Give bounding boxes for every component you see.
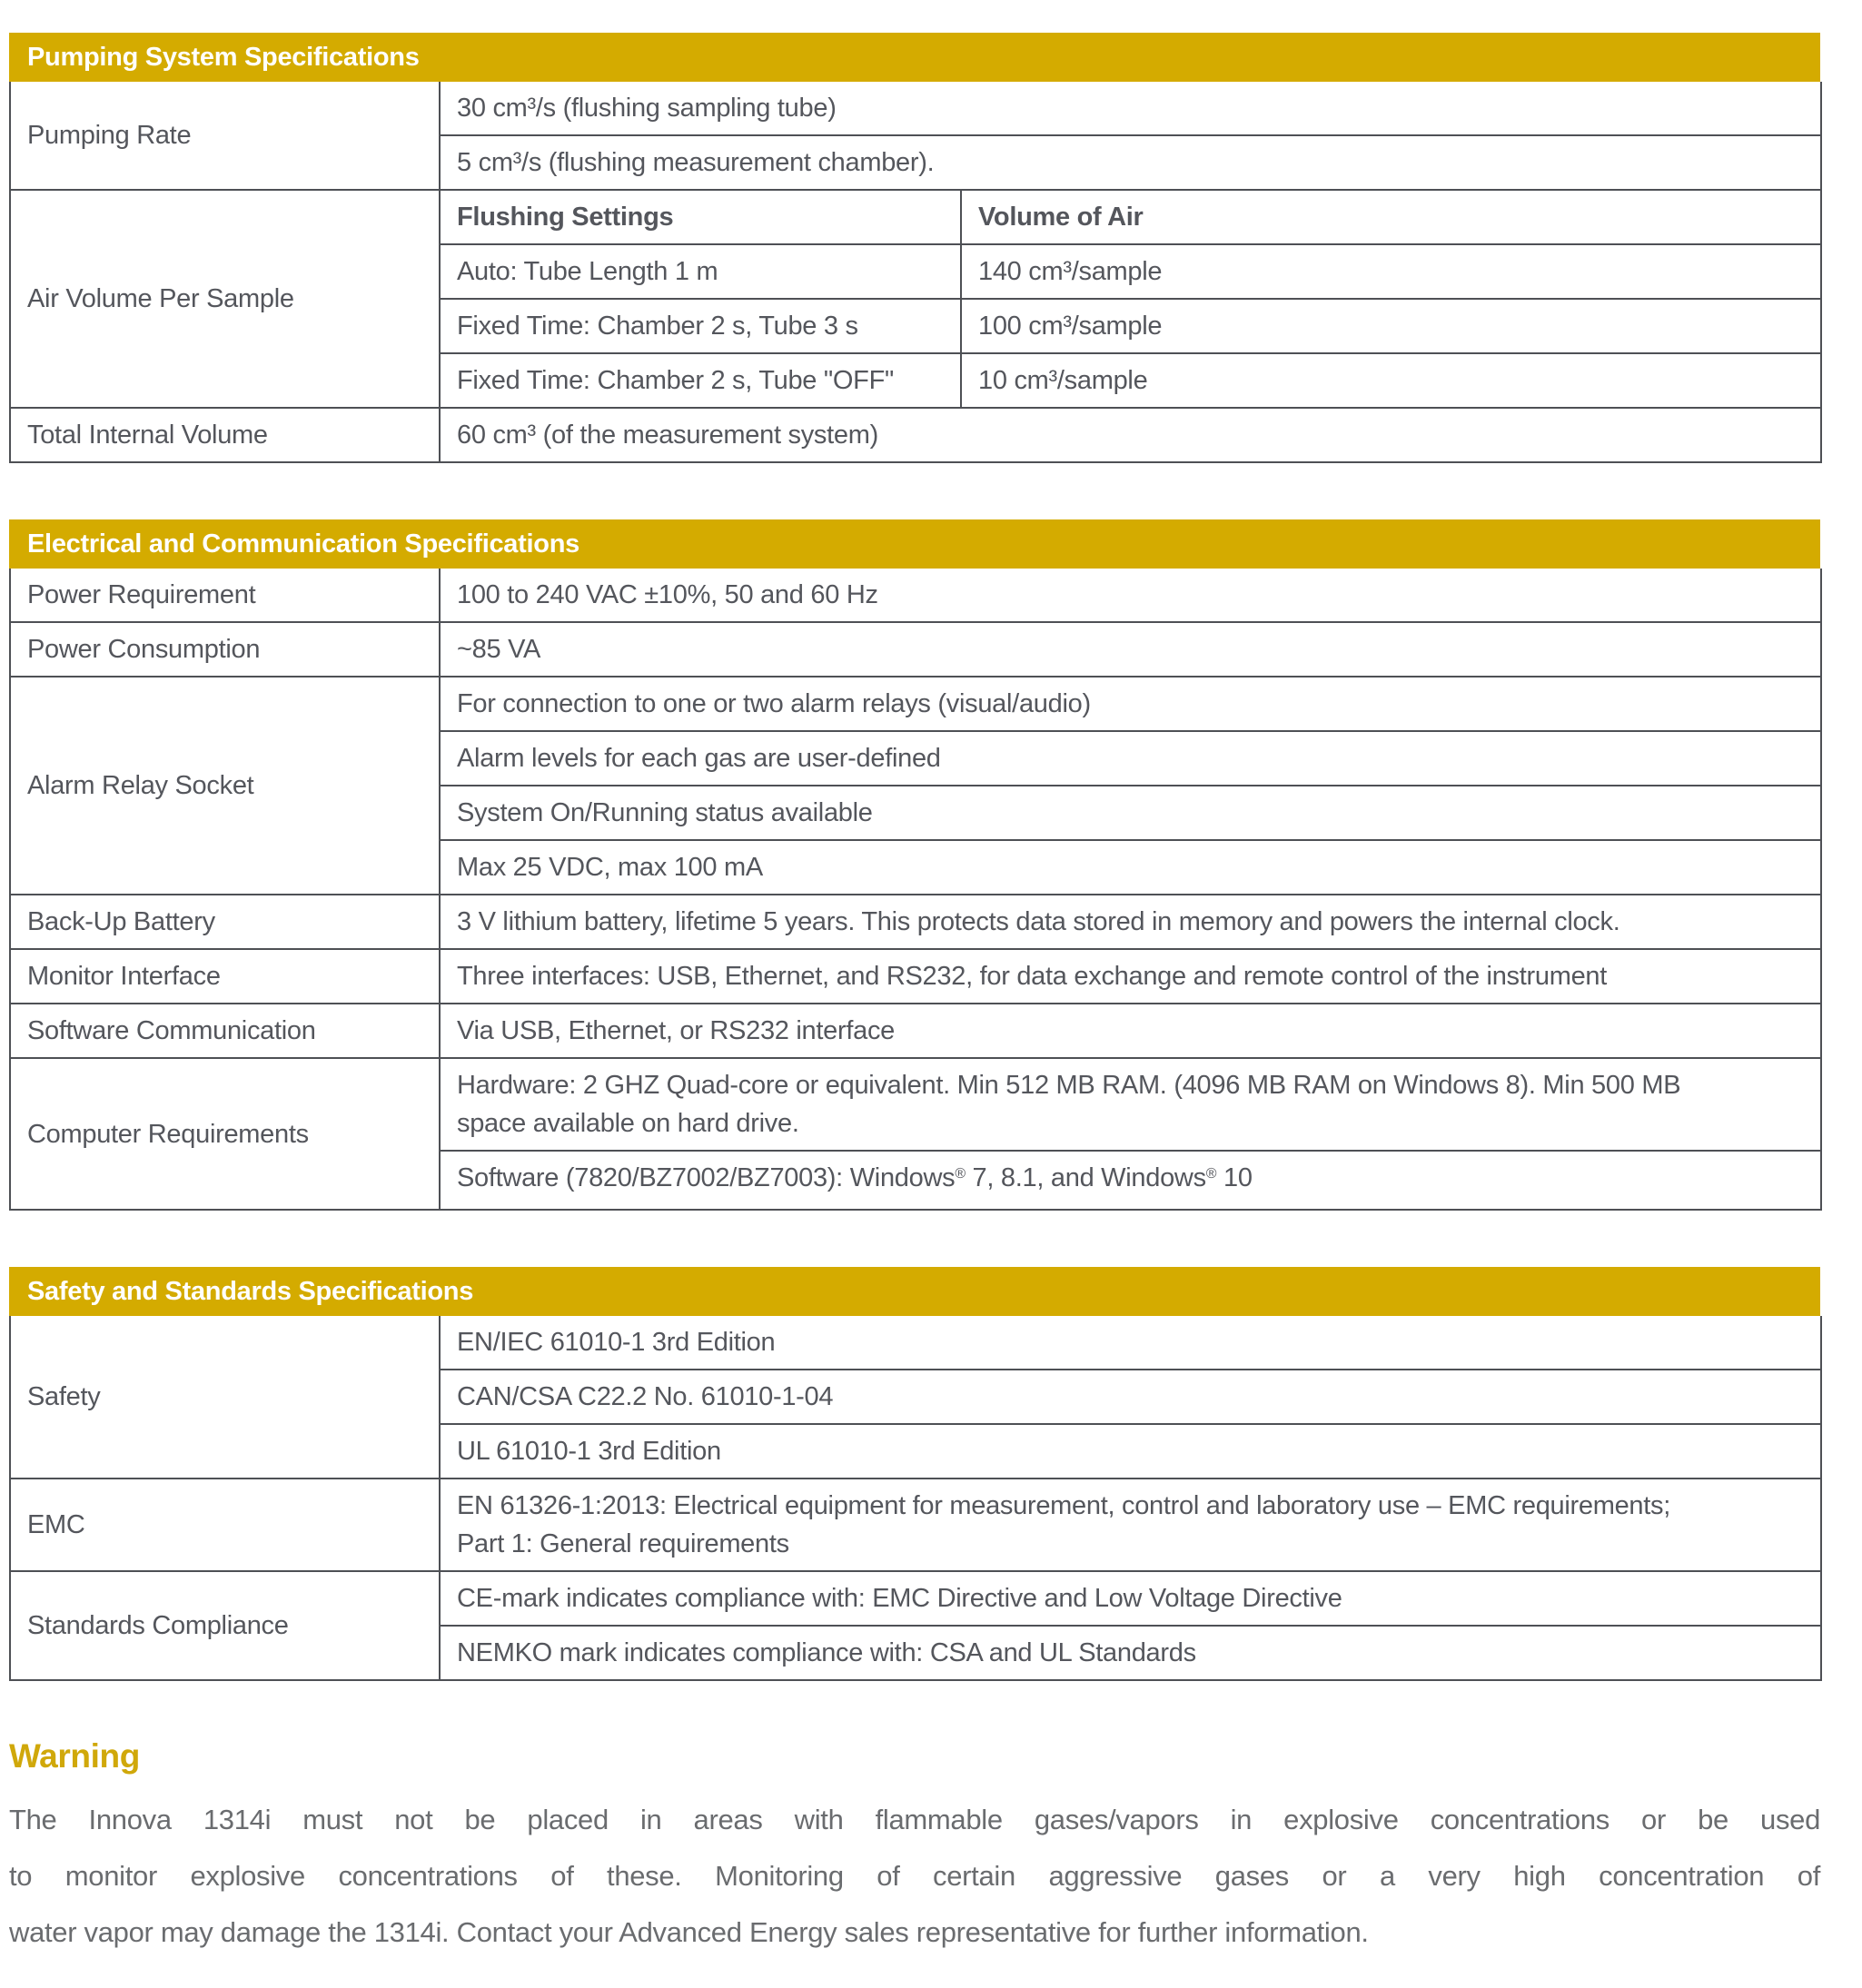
warning-text-line: water vapor may damage the 1314i. Contact your Advanced Energy sales representative for further information. — [9, 1916, 1369, 1948]
warning-text-line: to monitor explosive concentrations of these. Monitoring of certain aggressive gases or a very high concentration of — [9, 1860, 1820, 1892]
spec-value: 10 cm³/sample — [961, 353, 1821, 408]
spec-value: Alarm levels for each gas are user-defined — [440, 731, 1821, 786]
table-row — [10, 895, 1821, 949]
spec-label: Alarm Relay Socket — [10, 677, 440, 895]
spec-value: NEMKO mark indicates compliance with: CSA and UL Standards — [440, 1626, 1821, 1680]
spec-value: Max 25 VDC, max 100 mA — [440, 840, 1821, 895]
spec-value-line: Hardware: 2 GHZ Quad-core or equivalent. Min 512 MB RAM. (4096 MB RAM on Windows 8). Min 500 MB — [457, 1071, 1681, 1100]
table-row — [10, 190, 1821, 244]
spec-value: 3 V lithium battery, lifetime 5 years. This protects data stored in memory and powers the internal clock. — [440, 895, 1821, 949]
pumping-specs-table — [9, 82, 1822, 463]
spec-value: Fixed Time: Chamber 2 s, Tube "OFF" — [440, 353, 961, 408]
warning-section — [9, 1737, 1820, 1961]
spec-value-line: space available on hard drive. — [457, 1109, 799, 1138]
table-row — [10, 408, 1821, 462]
spec-label: Software Communication — [10, 1004, 440, 1058]
table-row — [10, 1571, 1821, 1626]
spec-value — [440, 1058, 1821, 1151]
spec-label: Standards Compliance — [10, 1571, 440, 1680]
table-row — [10, 677, 1821, 731]
spec-label: Total Internal Volume — [10, 408, 440, 462]
table-row — [10, 1479, 1821, 1571]
subtable-column-header: Volume of Air — [961, 190, 1821, 244]
spec-value: UL 61010-1 3rd Edition — [440, 1424, 1821, 1479]
spec-value: 60 cm³ (of the measurement system) — [440, 408, 1821, 462]
spec-value: 140 cm³/sample — [961, 244, 1821, 299]
spec-label: Computer Requirements — [10, 1058, 440, 1210]
spec-value: Three interfaces: USB, Ethernet, and RS232, for data exchange and remote control of the instrument — [440, 949, 1821, 1004]
spec-value: EN/IEC 61010-1 3rd Edition — [440, 1316, 1821, 1370]
spec-value: Auto: Tube Length 1 m — [440, 244, 961, 299]
table-row — [10, 1004, 1821, 1058]
spec-value: CE-mark indicates compliance with: EMC Directive and Low Voltage Directive — [440, 1571, 1821, 1626]
spec-label: EMC — [10, 1479, 440, 1571]
table-row — [10, 1058, 1821, 1151]
table-row — [10, 622, 1821, 677]
electrical-specs-header: Electrical and Communication Specifications — [9, 519, 1820, 569]
spec-label: Power Consumption — [10, 622, 440, 677]
warning-paragraph — [9, 1792, 1820, 1961]
safety-specs-header: Safety and Standards Specifications — [9, 1267, 1820, 1316]
spec-value: Fixed Time: Chamber 2 s, Tube 3 s — [440, 299, 961, 353]
electrical-specs-table — [9, 569, 1822, 1211]
spec-value: 100 to 240 VAC ±10%, 50 and 60 Hz — [440, 569, 1821, 622]
table-row — [10, 1316, 1821, 1370]
spec-value: System On/Running status available — [440, 786, 1821, 840]
spec-label: Monitor Interface — [10, 949, 440, 1004]
spec-value-line: EN 61326-1:2013: Electrical equipment for measurement, control and laboratory use – EMC requirements; — [457, 1491, 1671, 1520]
pumping-specs-section — [9, 33, 1820, 463]
pumping-specs-header: Pumping System Specifications — [9, 33, 1820, 82]
subtable-column-header: Flushing Settings — [440, 190, 961, 244]
spec-label: Pumping Rate — [10, 82, 440, 190]
table-row — [10, 949, 1821, 1004]
spec-value — [440, 1479, 1821, 1571]
table-row — [10, 569, 1821, 622]
spec-value: ~85 VA — [440, 622, 1821, 677]
safety-specs-table — [9, 1316, 1822, 1681]
table-row — [10, 82, 1821, 135]
spec-label: Power Requirement — [10, 569, 440, 622]
electrical-specs-section — [9, 519, 1820, 1211]
spec-label: Back-Up Battery — [10, 895, 440, 949]
spec-value: For connection to one or two alarm relays (visual/audio) — [440, 677, 1821, 731]
safety-specs-section — [9, 1267, 1820, 1681]
spec-label: Air Volume Per Sample — [10, 190, 440, 408]
spec-value: 30 cm³/s (flushing sampling tube) — [440, 82, 1821, 135]
spec-value: Software (7820/BZ7002/BZ7003): Windows® 7, 8.1, and Windows® 10 — [440, 1151, 1821, 1210]
spec-value: 100 cm³/sample — [961, 299, 1821, 353]
spec-label: Safety — [10, 1316, 440, 1479]
warning-text-line: The Innova 1314i must not be placed in areas with flammable gases/vapors in explosive concentrations or be used — [9, 1804, 1820, 1835]
spec-value-line: Part 1: General requirements — [457, 1529, 789, 1558]
spec-value: CAN/CSA C22.2 No. 61010-1-04 — [440, 1370, 1821, 1424]
spec-value: Via USB, Ethernet, or RS232 interface — [440, 1004, 1821, 1058]
warning-heading: Warning — [9, 1737, 141, 1775]
spec-value: 5 cm³/s (flushing measurement chamber). — [440, 135, 1821, 190]
